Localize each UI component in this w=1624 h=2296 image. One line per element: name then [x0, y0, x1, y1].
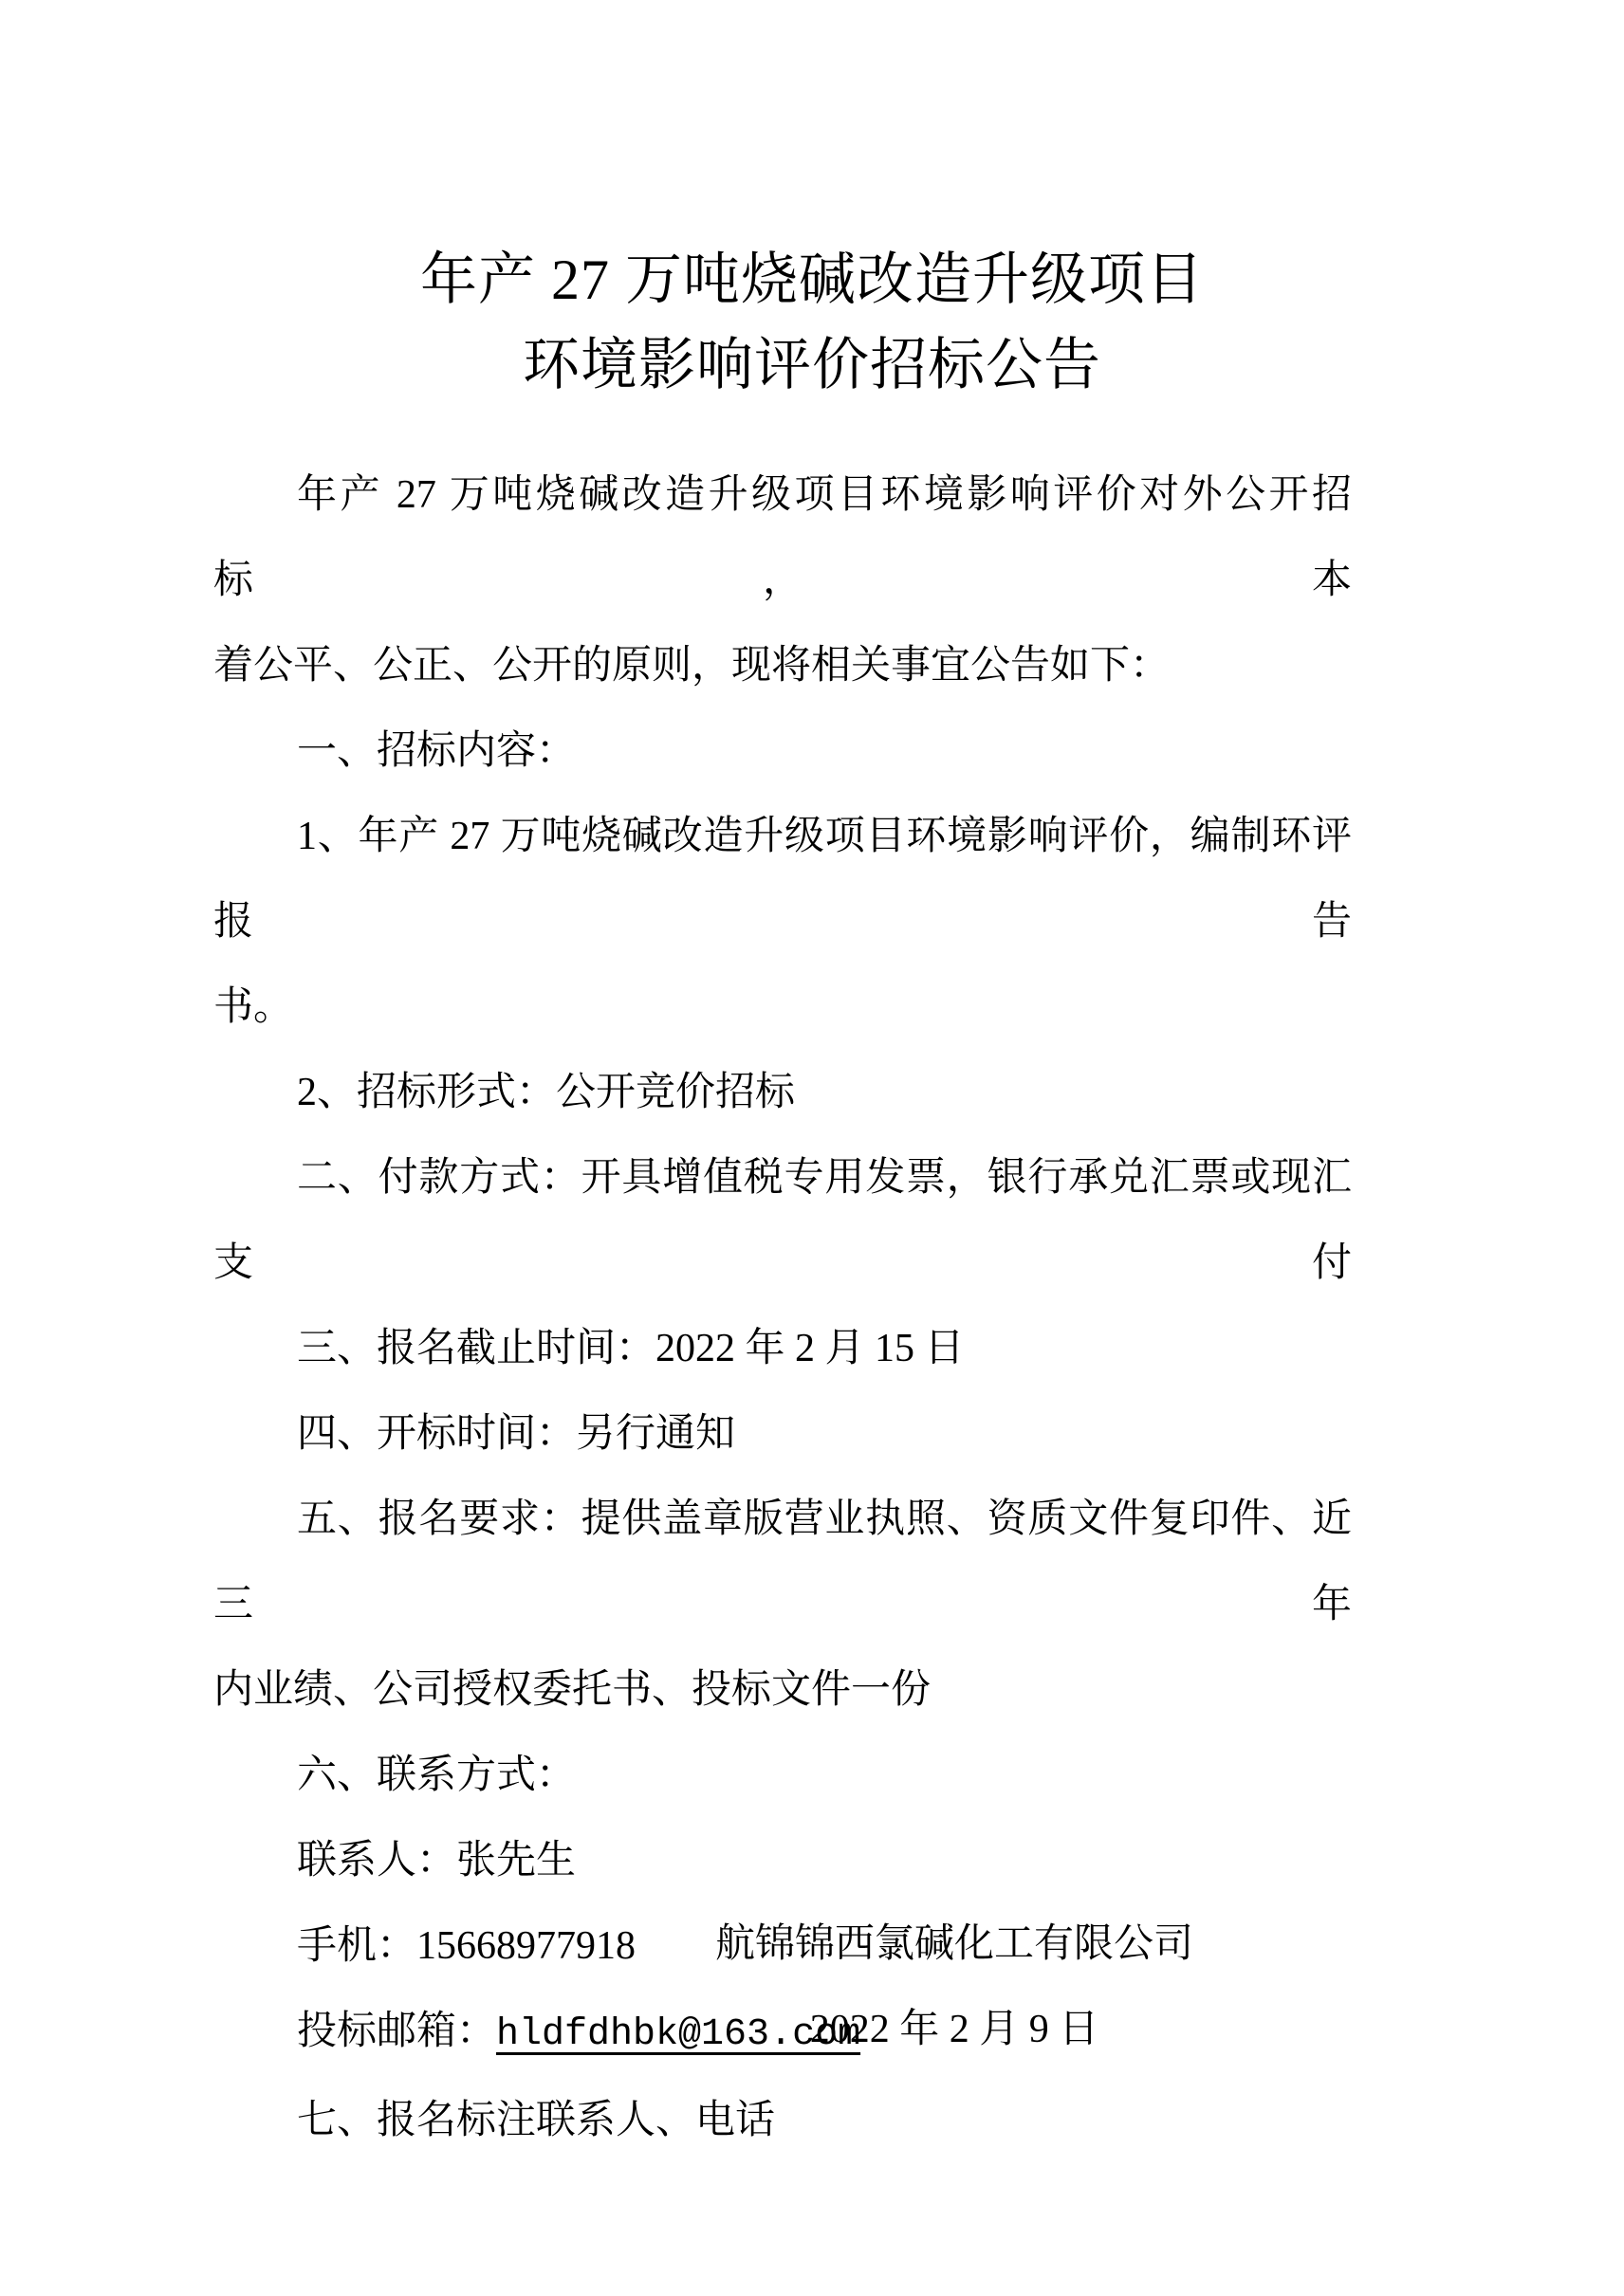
- body-line: 年产 27 万吨烧碱改造升级项目环境影响评价对外公开招标，本: [213, 473, 1352, 602]
- body-line: 手机：15668977918: [297, 1924, 637, 1968]
- company-name: 航锦锦西氯碱化工有限公司: [714, 1922, 1193, 1966]
- body-line: 投标邮箱：hldfdhbk@163.com: [297, 2010, 861, 2056]
- body-line: 书。: [213, 985, 294, 1029]
- body-line: 二、付款方式：开具增值税专用发票，银行承兑汇票或现汇支付: [213, 1156, 1352, 1285]
- document-title: [0, 237, 1624, 408]
- signature-block: [142, 1901, 1624, 2072]
- body-line: 2、招标形式：公开竞价招标: [297, 1071, 796, 1114]
- body-line: 七、报名标注联系人、电话: [297, 2099, 776, 2142]
- body-line: 1、年产 27 万吨烧碱改造升级项目环境影响评价，编制环评报告: [213, 815, 1352, 944]
- body-line: 联系人：张先生: [297, 1839, 577, 1883]
- body-line: 内业绩、公司授权委托书、投标文件一份: [213, 1668, 932, 1712]
- body-line: 六、联系方式：: [297, 1754, 577, 1797]
- body-line: 三、报名截止时间：2022 年 2 月 15 日: [297, 1327, 965, 1370]
- body-line: 一、招标内容：: [297, 729, 577, 773]
- title-line-1: 年产 27 万吨烧碱改造升级项目: [420, 248, 1204, 311]
- signature-date: 2022 年 2 月 9 日: [809, 2008, 1099, 2051]
- body-line: 四、开标时间：另行通知: [297, 1412, 736, 1456]
- email-link[interactable]: hldfdhbk@163.com: [496, 2013, 861, 2056]
- body-line: 五、报名要求：提供盖章版营业执照、资质文件复印件、近三年: [213, 1497, 1352, 1626]
- title-line-2: 环境影响评价招标公告: [523, 334, 1101, 396]
- body-line: 着公平、公正、公开的原则，现将相关事宜公告如下：: [213, 644, 1171, 688]
